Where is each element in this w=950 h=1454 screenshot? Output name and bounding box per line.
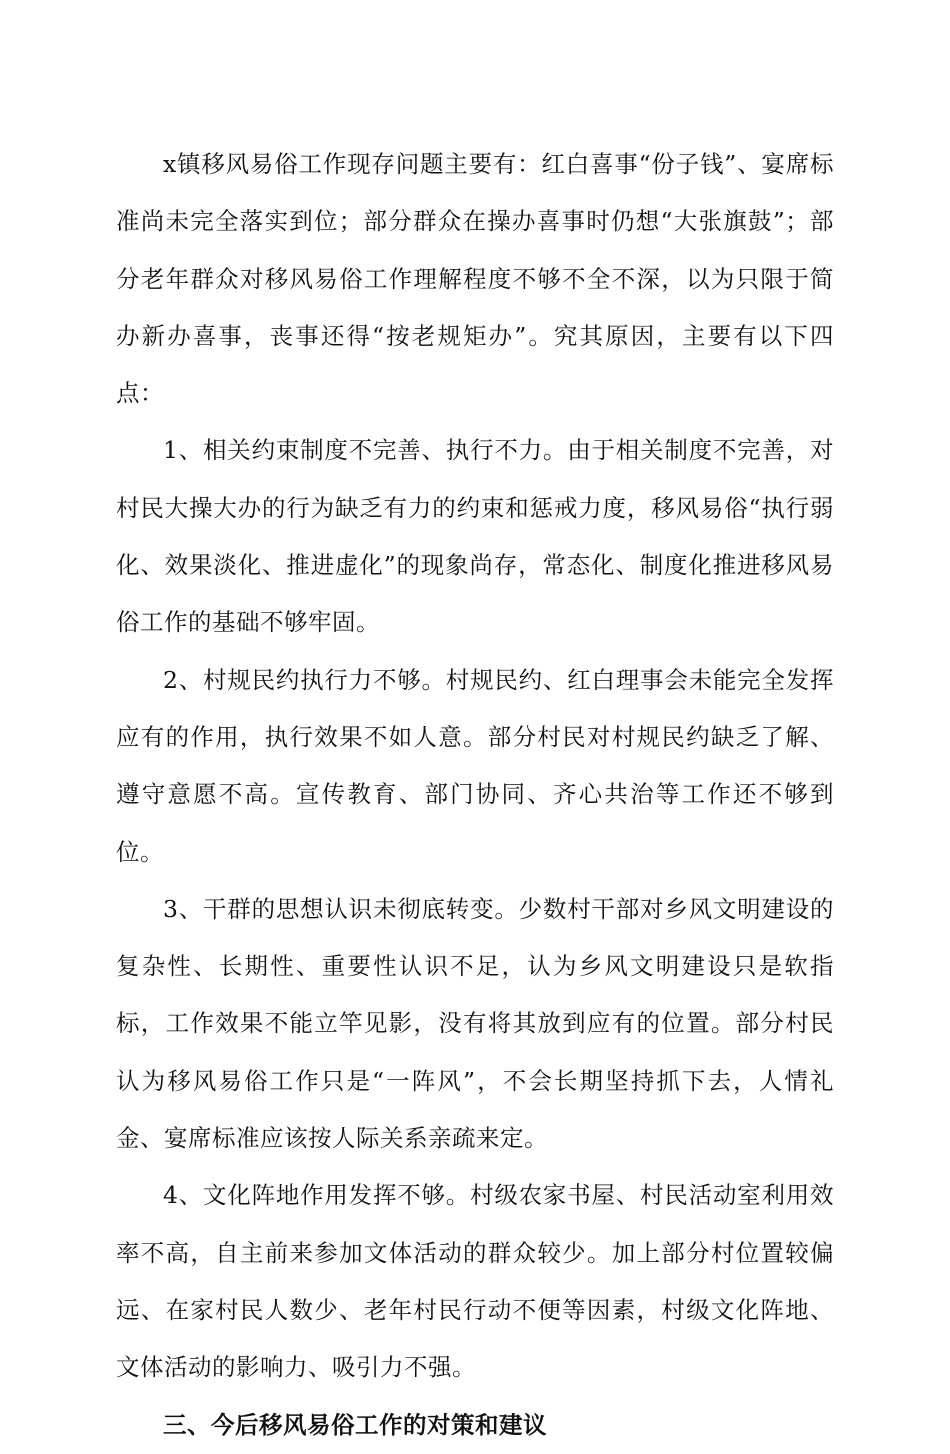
paragraph-reason-4: 4、文化阵地作用发挥不够。村级农家书屋、村民活动室利用效率不高，自主前来参加文体活动的群众较少。加上部分村位置较偏远、在家村民人数少、老年村民行动不便等因素，村级文化阵地、文体活动的影响力、吸引力不强。: [116, 1181, 834, 1382]
paragraph-reason-3: 3、干群的思想认识未彻底转变。少数村干部对乡风文明建设的复杂性、长期性、重要性认识不足，认为乡风文明建设只是软指标，工作效果不能立竿见影，没有将其放到应有的位置。部分村民认为移风易俗工作只是“一阵风”，不会长期坚持抓下去，人情礼金、宴席标准应该按人际关系亲疏来定。: [116, 894, 834, 1153]
paragraph-problems-intro: x镇移风易俗工作现存问题主要有：红白喜事“份子钱”、宴席标准尚未完全落实到位；部分群众在操办喜事时仍想“大张旗鼓”；部分老年群众对移风易俗工作理解程度不够不全不深，以为只限于简办新办喜事，丧事还得“按老规矩办”。究其原因，主要有以下四点：: [116, 150, 834, 408]
paragraph-reason-2: 2、村规民约执行力不够。村规民约、红白理事会未能完全发挥应有的作用，执行效果不如人意。部分村民对村规民约缺乏了解、遵守意愿不高。宣传教育、部门协同、齐心共治等工作还不够到位。: [116, 665, 834, 866]
paragraph-reason-1: 1、相关约束制度不完善、执行不力。由于相关制度不完善，对村民大操大办的行为缺乏有力的约束和惩戒力度，移风易俗“执行弱化、效果淡化、推进虚化”的现象尚存，常态化、制度化推进移风易俗工作的基础不够牢固。: [116, 436, 834, 637]
section-heading: 三、今后移风易俗工作的对策和建议: [163, 1410, 547, 1439]
document-body: [116, 136, 834, 1454]
